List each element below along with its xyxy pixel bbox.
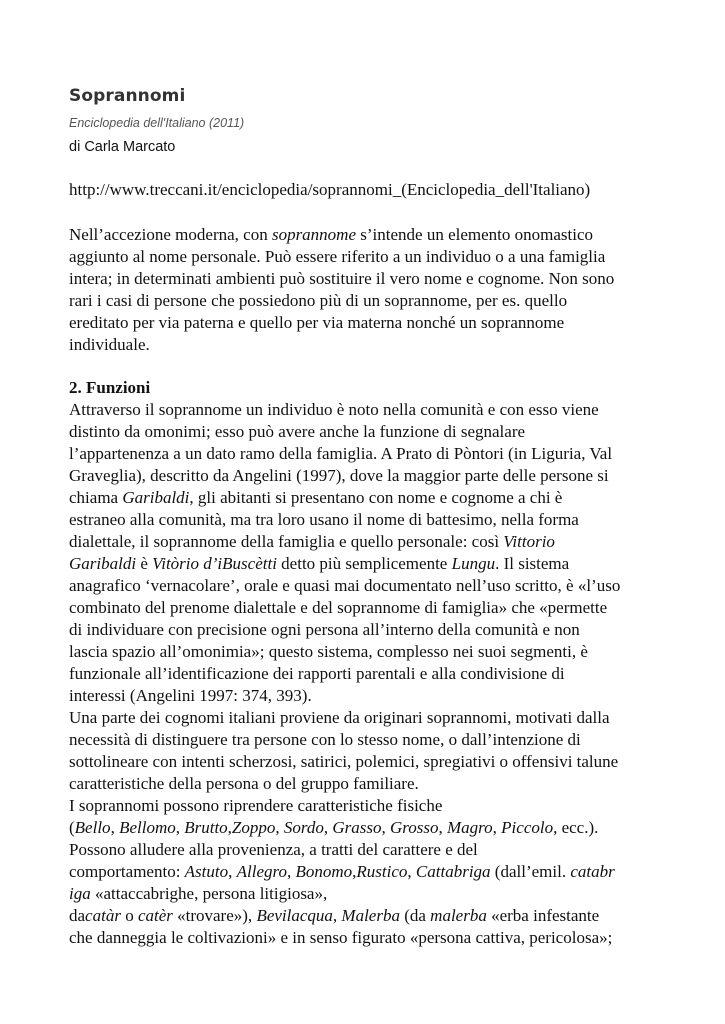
intro-paragraph	[69, 224, 669, 356]
italic-term: Bevilacqua	[256, 906, 333, 925]
italic-term: Grasso	[332, 818, 382, 837]
italic-term: Rustico	[356, 862, 408, 881]
text-line: chiama Garibaldi, gli abitanti si presentano con nome e cognome a chi è	[69, 488, 563, 507]
text-line: comportamento: Astuto, Allegro, Bonomo,Rustico, Cattabriga (dall’emil. catabr	[69, 862, 615, 881]
italic-term: catabr	[570, 862, 615, 881]
text-line: di individuare con precisione ogni persona all’interno della comunità e non	[69, 620, 580, 639]
italic-term: iga	[69, 884, 91, 903]
italic-term: Zoppo	[231, 818, 276, 837]
text-line: Possono alludere alla provenienza, a tratti del carattere e del	[69, 840, 478, 859]
text-line: estraneo alla comunità, ma tra loro usano il nome di battesimo, nella forma	[69, 510, 579, 529]
text-line: Una parte dei cognomi italiani proviene da originari soprannomi, motivati dalla	[69, 708, 610, 727]
italic-term: Bonomo	[295, 862, 353, 881]
text-line: Garibaldi è Vitòrio d’iBuscètti detto più semplicemente Lungu. Il sistema	[69, 554, 570, 573]
text-line: anagrafico ‘vernacolare’, orale e quasi mai documentato nell’uso scritto, è «l’uso	[69, 576, 621, 595]
italic-term: Vitòrio d’iBuscètti	[152, 554, 277, 573]
text-line: individuale.	[69, 335, 150, 354]
text-line: Nell’accezione moderna, con soprannome s’intende un elemento onomastico	[69, 225, 594, 244]
text-line: I soprannomi possono riprendere caratteristiche fisiche	[69, 796, 443, 815]
italic-term: Garibaldi	[69, 554, 137, 573]
italic-term: Garibaldi	[122, 488, 190, 507]
italic-term: Magro	[447, 818, 493, 837]
text-line: aggiunto al nome personale. Può essere riferito a un individuo o a una famiglia	[69, 247, 606, 266]
italic-term: Allegro	[236, 862, 287, 881]
page-title: Soprannomi	[69, 86, 186, 106]
text-line: funzionale all’identificazione dei rapporti parentali e alla condivisione di	[69, 664, 565, 683]
text-line: combinato del prenome dialettale e del soprannome di famiglia» che «permette	[69, 598, 608, 617]
text-line: l’appartenenza a un dato ramo della famiglia. A Prato di Pòntori (in Liguria, Val	[69, 444, 613, 463]
italic-term: Malerba	[341, 906, 400, 925]
source-subtitle: Enciclopedia dell'Italiano (2011)	[69, 116, 245, 130]
text-line: caratteristiche della persona o del gruppo familiare.	[69, 774, 419, 793]
italic-term: Grosso	[390, 818, 439, 837]
section-heading: 2. Funzioni	[69, 378, 151, 397]
italic-term: catàr	[85, 906, 121, 925]
text-line: iga «attaccabrighe, persona litigiosa»,	[69, 884, 328, 903]
text-line: che danneggia le coltivazioni» e in senso figurato «persona cattiva, pericolosa»;	[69, 928, 613, 947]
italic-term: Brutto	[184, 818, 228, 837]
text-line: distinto da omonimi; esso può avere anche la funzione di segnalare	[69, 422, 526, 441]
italic-term: catèr	[137, 906, 173, 925]
italic-term: Astuto	[184, 862, 229, 881]
text-line: dialettale, il soprannome della famiglia e quello personale: così Vittorio	[69, 532, 555, 551]
italic-term: Bellomo	[119, 818, 176, 837]
italic-term: Lungu	[451, 554, 496, 573]
italic-term: Bello	[74, 818, 111, 837]
italic-term: malerba	[430, 906, 487, 925]
italic-term: Piccolo	[501, 818, 554, 837]
text-line: interessi (Angelini 1997: 374, 393).	[69, 686, 312, 705]
text-line: dacatàr o catèr «trovare»), Bevilacqua, Malerba (da malerba «erba infestante	[69, 906, 600, 925]
italic-term: Cattabriga	[415, 862, 491, 881]
source-url: http://www.treccani.it/enciclopedia/soprannomi_(Enciclopedia_dell'Italiano)	[69, 180, 591, 199]
text-line: necessità di distinguere tra persone con lo stesso nome, o dall’intenzione di	[69, 730, 581, 749]
section-body	[69, 399, 669, 949]
text-line: Attraverso il soprannome un individuo è noto nella comunità e con esso viene	[69, 400, 599, 419]
text-line: (Bello, Bellomo, Brutto,Zoppo, Sordo, Grasso, Grosso, Magro, Piccolo, ecc.).	[69, 818, 599, 837]
section-funzioni	[69, 377, 669, 949]
text-line: ereditato per via paterna e quello per via materna nonché un soprannome	[69, 313, 565, 332]
text-line: sottolineare con intenti scherzosi, satirici, polemici, spregiativi o offensivi talune	[69, 752, 619, 771]
italic-term: soprannome	[271, 225, 357, 244]
text-line: Graveglia), descritto da Angelini (1997), dove la maggior parte delle persone si	[69, 466, 609, 485]
text-line: intera; in determinati ambienti può sostituire il vero nome e cognome. Non sono	[69, 269, 615, 288]
author-line: di Carla Marcato	[69, 139, 176, 155]
italic-term: Sordo	[283, 818, 324, 837]
italic-term: Vittorio	[503, 532, 555, 551]
text-line: rari i casi di persone che possiedono più di un soprannome, per es. quello	[69, 291, 568, 310]
text-line: lascia spazio all’omonimia»; questo sistema, complesso nei suoi segmenti, è	[69, 642, 588, 661]
